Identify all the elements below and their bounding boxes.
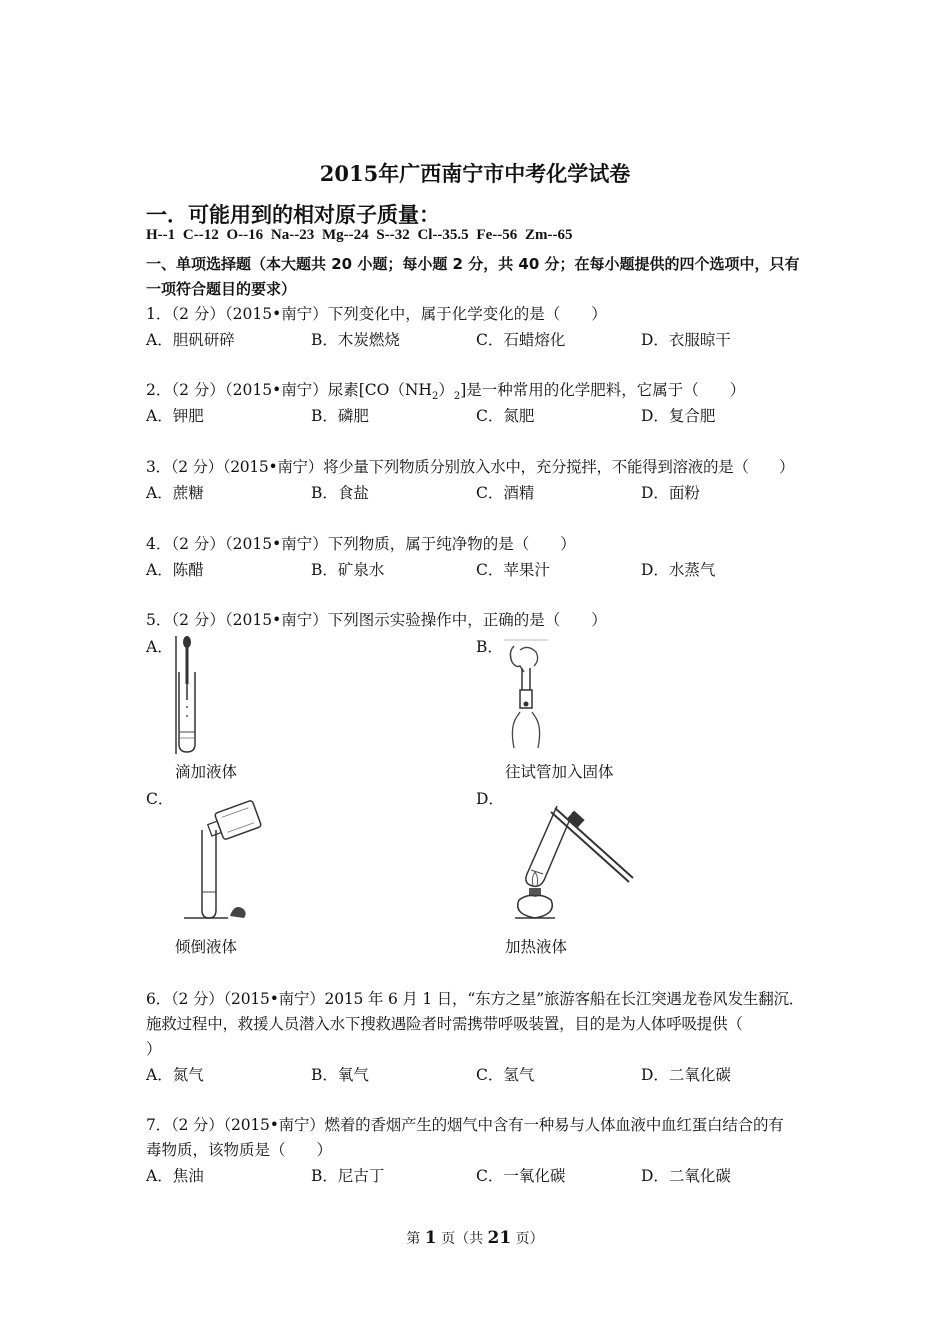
masses-heading: 一．可能用到的相对原子质量：	[146, 203, 440, 227]
stem-part: 2．（2 分）（2015•南宁）尿素[CO（NH	[146, 381, 432, 399]
atomic-masses: H--1 C--12 O--16 Na--23 Mg--24 S--32 Cl--35.5 Fe--56 Zm--65	[146, 227, 573, 243]
option-a: A．陈醋	[146, 561, 204, 579]
caption-a: 滴加液体	[175, 763, 238, 781]
image-option-label-c: C．	[146, 790, 174, 808]
option-d: D．二氧化碳	[641, 1066, 731, 1084]
option-d: D．面粉	[641, 484, 700, 502]
image-option-label-b: B．	[476, 638, 503, 656]
option-c: C．酒精	[476, 484, 535, 502]
option-d: D．二氧化碳	[641, 1167, 731, 1185]
option-b: B．矿泉水	[311, 561, 385, 579]
dropper-illustration	[170, 632, 230, 756]
current-page-number: 1	[424, 1228, 437, 1248]
question-stem: 1．（2 分）（2015•南宁）下列变化中，属于化学变化的是（ ）	[146, 305, 607, 323]
option-a: A．蔗糖	[146, 484, 204, 502]
option-b: B．尼古丁	[311, 1167, 385, 1185]
question-stem: 4．（2 分）（2015•南宁）下列物质，属于纯净物的是（ ）	[146, 535, 576, 553]
question-stem-line3: ）	[146, 1040, 162, 1058]
option-b: B．氧气	[311, 1066, 369, 1084]
option-a: A．胆矾研碎	[146, 331, 235, 349]
option-a: A．焦油	[146, 1167, 204, 1185]
caption-c: 倾倒液体	[175, 938, 238, 956]
option-d: D．衣服晾干	[641, 331, 731, 349]
option-c: C．氢气	[476, 1066, 535, 1084]
option-c: C．苹果汁	[476, 561, 550, 579]
footer-text: 页（共	[436, 1231, 488, 1247]
option-c: C．氮肥	[476, 407, 535, 425]
option-b: B．木炭燃烧	[311, 331, 400, 349]
caption-b: 往试管加入固体	[505, 763, 614, 781]
option-b: B．食盐	[311, 484, 369, 502]
option-d: D．复合肥	[641, 407, 716, 425]
section-heading-line2: 一项符合题目的要求）	[146, 280, 297, 298]
heat-liquid-illustration	[505, 800, 645, 924]
option-a: A．钾肥	[146, 407, 204, 425]
option-d: D．水蒸气	[641, 561, 716, 579]
question-stem-line2: 毒物质，该物质是（ ）	[146, 1141, 333, 1159]
total-pages: 21	[487, 1228, 512, 1248]
footer-text: 页）	[511, 1231, 544, 1247]
page-title: 2015年广西南宁市中考化学试卷	[319, 161, 631, 186]
option-a: A．氮气	[146, 1066, 204, 1084]
question-stem-line1: 7．（2 分）（2015•南宁）燃着的香烟产生的烟气中含有一种易与人体血液中血红蛋白结合的有	[146, 1116, 784, 1134]
page-footer	[0, 1228, 950, 1248]
pour-liquid-illustration	[178, 800, 278, 924]
image-option-label-d: D．	[476, 790, 504, 808]
caption-d: 加热液体	[505, 938, 568, 956]
option-c: C．石蜡熔化	[476, 331, 566, 349]
image-option-label-a: A．	[146, 638, 173, 656]
question-stem	[146, 378, 745, 402]
stem-part: ）	[438, 381, 454, 399]
question-stem-line1: 6．（2 分）（2015•南宁）2015 年 6 月 1 日，“东方之星”旅游客船在长江突遇龙卷风发生翻沉．	[146, 990, 805, 1008]
stem-part: ]是一种常用的化学肥料，它属于（ ）	[460, 381, 746, 399]
subscript: 2	[453, 391, 461, 403]
option-b: B．磷肥	[311, 407, 369, 425]
subscript: 2	[431, 391, 439, 403]
question-stem: 5．（2 分）（2015•南宁）下列图示实验操作中，正确的是（ ）	[146, 611, 607, 629]
section-heading-line1: 一、单项选择题（本大题共 20 小题；每小题 2 分，共 40 分；在每小题提供的四个选项中，只有	[146, 255, 800, 273]
question-stem-line2: 施救过程中，救援人员潜入水下搜救遇险者时需携带呼吸装置，目的是为人体呼吸提供（	[146, 1015, 743, 1033]
option-c: C．一氧化碳	[476, 1167, 566, 1185]
footer-text: 第	[406, 1231, 425, 1247]
add-solid-illustration	[500, 632, 560, 756]
question-stem: 3．（2 分）（2015•南宁）将少量下列物质分别放入水中，充分搅拌，不能得到溶液的是（ ）	[146, 458, 795, 476]
